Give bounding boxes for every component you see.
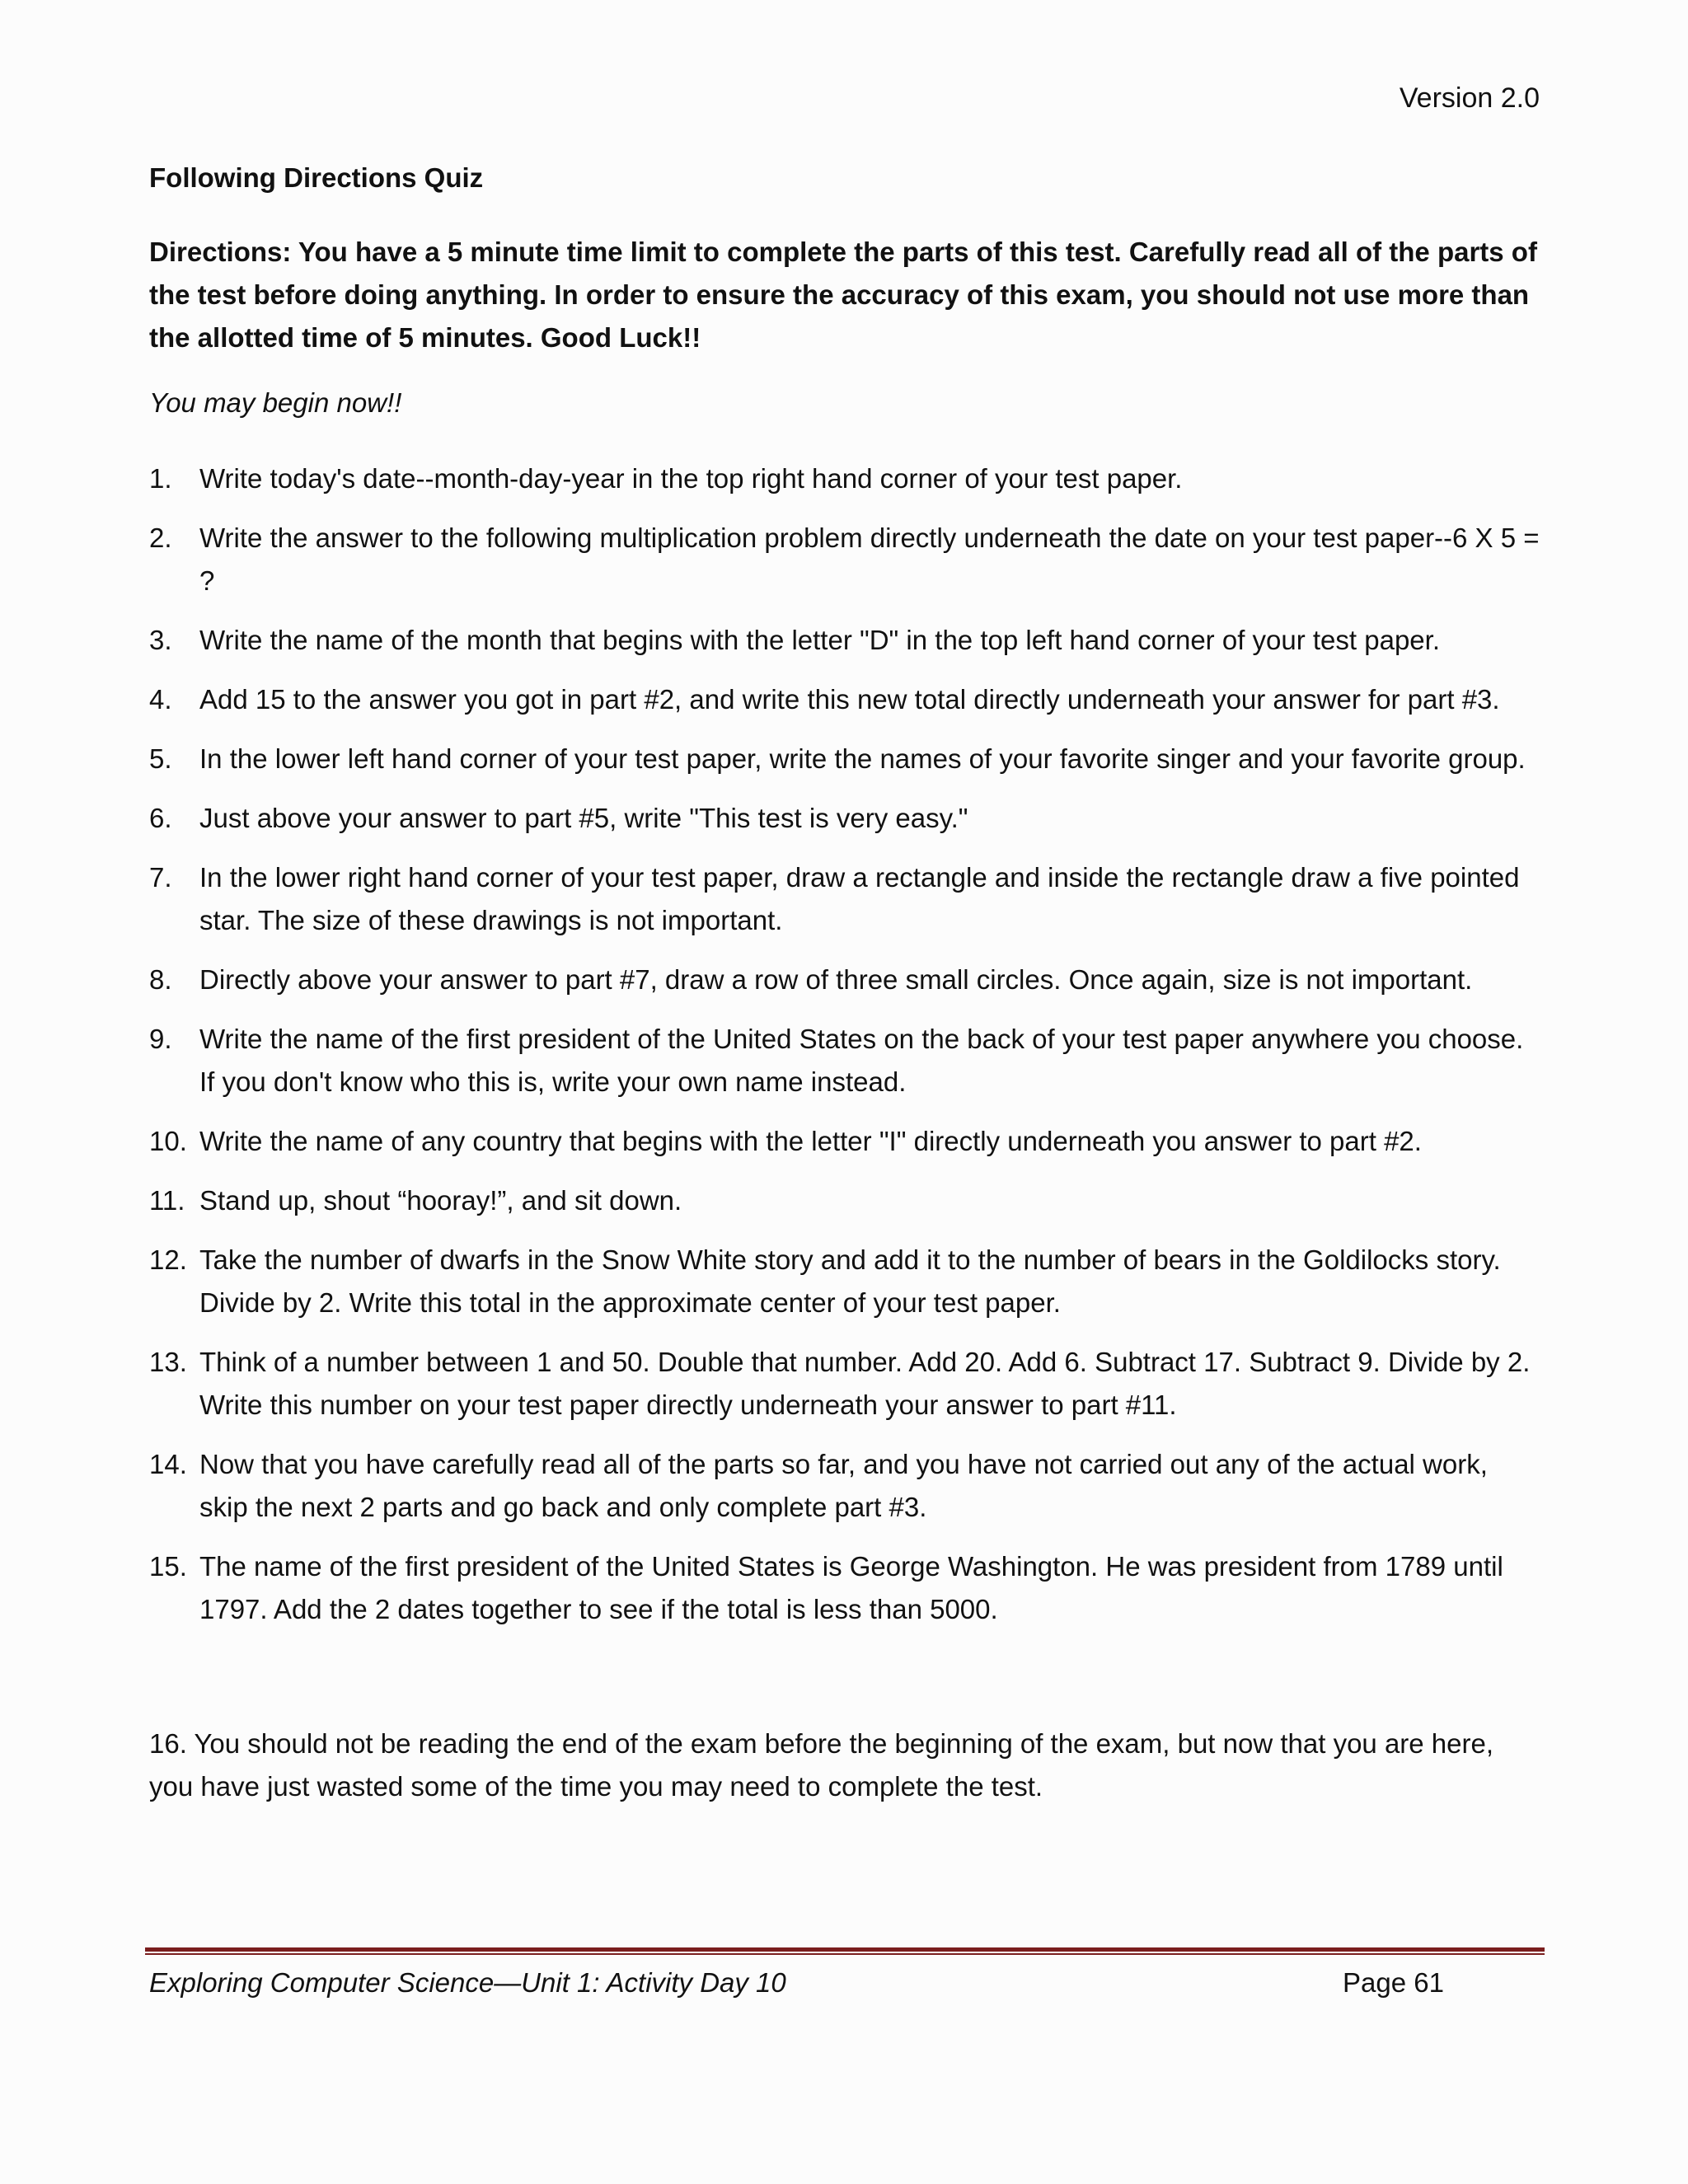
quiz-item-15 — [149, 1545, 1542, 1631]
quiz-item-11 — [149, 1179, 1542, 1222]
item-text: Just above your answer to part #5, write "This test is very easy." — [199, 803, 968, 833]
quiz-item-8 — [149, 958, 1542, 1001]
item-text: The name of the first president of the United States is George Washington. He was president from 1789 until 1797. Add the 2 dates together to see if the total is less than 5000. — [199, 1551, 1503, 1624]
item-number: 6. — [149, 803, 172, 833]
version-label: Version 2.0 — [1399, 82, 1540, 114]
quiz-item-3 — [149, 619, 1542, 662]
item-number: 12. — [149, 1244, 187, 1275]
quiz-item-5 — [149, 738, 1542, 780]
directions-paragraph: Directions: You have a 5 minute time limit to complete the parts of this test. Carefully read all of the parts of the test before doing anything. In order to ensure the accuracy of this exam, you should not use more than the allotted time of 5 minutes. Good Luck!! — [149, 237, 1537, 353]
item-number: 13. — [149, 1347, 187, 1377]
quiz-item-1 — [149, 457, 1542, 500]
quiz-item-14 — [149, 1443, 1542, 1529]
footer-page-number: Page 61 — [1343, 1967, 1444, 1998]
quiz-item-4 — [149, 678, 1542, 721]
item-text: Write the name of the month that begins with the letter "D" in the top left hand corner of your test paper. — [199, 625, 1440, 655]
item-number: 9. — [149, 1024, 172, 1054]
item-text: Write today's date--month-day-year in the top right hand corner of your test paper. — [199, 463, 1183, 494]
item-number: 8. — [149, 964, 172, 995]
quiz-items-list — [149, 457, 1542, 1647]
begin-note: You may begin now!! — [149, 387, 402, 418]
quiz-item-10 — [149, 1120, 1542, 1163]
quiz-item-16: 16. You should not be reading the end of the exam before the beginning of the exam, but now that you are here, you have just wasted some of the time you may need to complete the test. — [149, 1728, 1494, 1802]
footer-course-title: Exploring Computer Science—Unit 1: Activity Day 10 — [149, 1967, 786, 1998]
item-number: 14. — [149, 1449, 187, 1479]
quiz-item-2 — [149, 517, 1542, 602]
item-text: Take the number of dwarfs in the Snow White story and add it to the number of bears in the Goldilocks story. Divide by 2. Write this total in the approximate center of your test paper. — [199, 1244, 1501, 1318]
quiz-item-12 — [149, 1239, 1542, 1324]
quiz-item-13 — [149, 1341, 1542, 1427]
item-number: 3. — [149, 625, 172, 655]
item-text: Add 15 to the answer you got in part #2, and write this new total directly underneath your answer for part #3. — [199, 684, 1500, 715]
quiz-item-6 — [149, 797, 1542, 840]
item-text: Write the name of the first president of the United States on the back of your test paper anywhere you choose. If you don't know who this is, write your own name instead. — [199, 1024, 1524, 1097]
item-text: Directly above your answer to part #7, draw a row of three small circles. Once again, size is not important. — [199, 964, 1473, 995]
item-text: In the lower right hand corner of your test paper, draw a rectangle and inside the rectangle draw a five pointed star. The size of these drawings is not important. — [199, 862, 1520, 935]
item-number: 1. — [149, 463, 172, 494]
item-text: Now that you have carefully read all of the parts so far, and you have not carried out any of the actual work, skip the next 2 parts and go back and only complete part #3. — [199, 1449, 1488, 1522]
footer-divider — [145, 1947, 1545, 1955]
item-number: 10. — [149, 1126, 187, 1156]
quiz-item-7 — [149, 856, 1542, 942]
item-text: In the lower left hand corner of your test paper, write the names of your favorite singer and your favorite group. — [199, 743, 1526, 774]
item-number: 5. — [149, 743, 172, 774]
item-number: 2. — [149, 523, 172, 553]
item-number: 7. — [149, 862, 172, 893]
item-number: 4. — [149, 684, 172, 715]
item-text: Stand up, shout “hooray!”, and sit down. — [199, 1185, 682, 1216]
item-number: 15. — [149, 1551, 187, 1582]
item-text: Write the name of any country that begins with the letter "I" directly underneath you answer to part #2. — [199, 1126, 1422, 1156]
quiz-title: Following Directions Quiz — [149, 162, 484, 193]
item-text: Think of a number between 1 and 50. Double that number. Add 20. Add 6. Subtract 17. Subtract 9. Divide by 2. Write this number on your test paper directly underneath your answer to part #11. — [199, 1347, 1531, 1420]
item-text: Write the answer to the following multiplication problem directly underneath the date on your test paper--6 X 5 = ? — [199, 523, 1540, 596]
item-number: 11. — [149, 1185, 185, 1216]
quiz-item-9 — [149, 1018, 1542, 1104]
